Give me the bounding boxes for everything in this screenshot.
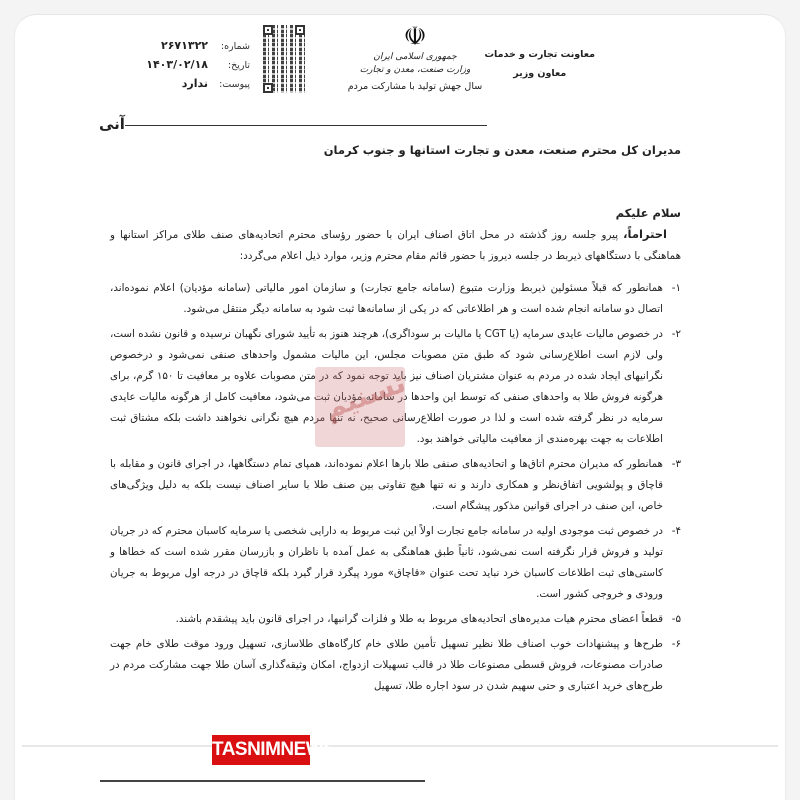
tasnimnews-logo: TASNIMNEWS bbox=[212, 735, 310, 765]
item-text: در خصوص مالیات عایدی سرمایه (یا CGT یا مالیات بر سوداگری)، هرچند هنوز به تأیید شورای نگهبان نرسیده و قانون نشده است، ولی لازم است اطلاع‌رسانی شود که طبق متن مصوبات مجلس، این مالیات مشمول واحدهای صنفی نمی‌شود و درخصوص نگرانیهای ایجاد شده در مردم به عنوان مشتریان اصناف نیز باید توجه نمود که در متن مصوبات علاوه بر معافیت تا ۱۵۰ گرم، برای هرگونه فروش طلا به واحدهای صنفی که توسط این واحدها در سامانه مؤدیان ثبت می‌شود، معافیت کامل از هرگونه مالیات عایدی سرمایه در نظر گرفته شده است و لذا در صورت اطلاع‌رسانی صحیح، نه تنها مردم هیچ نگرانی نخواهند داشت بلکه مشتاق ثبت اطلاعات به جهت بهره‌مندی از معافیت مالیاتی خواهند بود. bbox=[110, 328, 664, 445]
letter-number-row bbox=[100, 39, 250, 58]
tasnim-watermark-icon bbox=[315, 367, 405, 447]
item-number: ۲- bbox=[671, 328, 681, 340]
item-number: ۴- bbox=[671, 525, 681, 537]
emblem-slogan: سال جهش تولید با مشارکت مردم bbox=[347, 81, 483, 92]
urgency-divider bbox=[125, 125, 487, 126]
emblem-country: جمهوری اسلامی ایران bbox=[373, 52, 457, 62]
letter-date-value: ۱۴۰۳/۰۲/۱۸ bbox=[146, 58, 208, 71]
letter-attachment-row bbox=[100, 77, 250, 96]
department-block bbox=[485, 45, 596, 83]
list-item bbox=[110, 521, 681, 605]
footer-divider bbox=[22, 745, 778, 747]
department-name: معاونت تجارت و خدمات bbox=[484, 49, 595, 60]
letter-intro bbox=[110, 224, 681, 267]
ministry-emblem bbox=[345, 23, 485, 94]
item-number: ۱- bbox=[671, 282, 681, 294]
emblem-ministry: وزارت صنعت، معدن و تجارت bbox=[359, 65, 471, 75]
letterhead bbox=[15, 15, 785, 115]
list-item bbox=[110, 609, 681, 630]
qr-finder-icon bbox=[263, 83, 273, 93]
item-text: همانطور که مدیران محترم اتاق‌ها و اتحادیه‌های صنفی طلا بارها اعلام نموده‌اند، همپای تمام دستگاهها، در اجرای قانون و مقابله با قاچاق و پولشویی اتفاق‌نظر و همکاری دارند و نه تنها هیچ تفاوتی بین صنف طلا با سایر اصناف نیست بلکه به دلیل ویژگی‌های خاص، این صنف در اجرای قوانین مذکور پیشگام است. bbox=[110, 458, 663, 512]
item-text: همانطور که قبلاً مسئولین ذیربط وزارت متبوع (سامانه جامع تجارت) و سازمان امور مالیاتی (سامانه مؤدیان) اعلام نموده‌اند، اتصال دو سامانه انجام شده است و هر اطلاعاتی که در یکی از سامانه‌ها ثبت شود به سامانه دیگر منتقل می‌شود. bbox=[110, 282, 663, 315]
letter-number-label: شماره: bbox=[220, 41, 250, 52]
intro-lead: احتراماً، bbox=[623, 227, 667, 241]
list-item bbox=[110, 278, 681, 320]
list-item bbox=[110, 634, 681, 697]
iran-emblem-icon: ☫ bbox=[403, 22, 427, 52]
department-title: معاون وزیر bbox=[513, 68, 567, 79]
letter-meta bbox=[100, 39, 250, 96]
letter-addressee: مدیران کل محترم صنعت، معدن و تجارت استانها و جنوب کرمان bbox=[323, 143, 681, 157]
qr-finder-icon bbox=[295, 25, 305, 35]
urgency-label: آنی bbox=[99, 115, 125, 133]
qr-finder-icon bbox=[263, 25, 273, 35]
letter-date-row bbox=[100, 58, 250, 77]
letter-greeting: سلام علیکم bbox=[615, 206, 681, 220]
item-text: قطعاً اعضای محترم هیات مدیره‌های اتحادیه‌های مربوط به طلا و فلزات گرانبها، در اجرای قانون باید پیشقدم باشند. bbox=[175, 613, 663, 625]
item-number: ۳- bbox=[671, 458, 681, 470]
letter-page bbox=[14, 14, 786, 800]
item-number: ۵- bbox=[671, 613, 681, 625]
list-item bbox=[110, 454, 681, 517]
item-text: در خصوص ثبت موجودی اولیه در سامانه جامع تجارت اولاً این ثبت مربوط به دارایی شخصی یا سرمایه کاسبان محترم که در جریان تولید و فروش قرار نگرفته است نمی‌شود، ثانیاً طبق هماهنگی به عمل آمده با ناظران و بازرسان مقرر شده است که خطاها و کاستی‌های ثبت اطلاعات کاسبان خرد نباید تحت عنوان «قاچاق» مورد پیگرد قرار گیرد بلکه قاچاق در درجه اول مربوط به جریان ورودی و خروجی کشور است. bbox=[110, 525, 663, 600]
intro-body: پیرو جلسه روز گذشته در محل اتاق اصناف ایران با حضور رؤسای محترم اتحادیه‌های صنف طلای مراکز استانها و هماهنگی با دستگاههای ذیربط در جلسه دیروز با حضور قائم مقام محترم وزیر، موارد ذیل اعلام می‌گردد: bbox=[110, 229, 681, 262]
footer-rule bbox=[100, 780, 425, 782]
letter-number-value: ۲۶۷۱۳۲۲ bbox=[161, 39, 208, 52]
item-number: ۶- bbox=[671, 638, 681, 650]
qr-code-icon bbox=[263, 25, 305, 93]
letter-items bbox=[110, 278, 681, 697]
item-text: طرح‌ها و پیشنهادات خوب اصناف طلا نظیر تسهیل تأمین طلای خام کارگاه‌های طلاسازی، تسهیل ورود موقت طلای خام جهت صادرات مصنوعات، فروش قسطی مصنوعات طلا در قالب تسهیلات ازدواج، امکان وثیقه‌گذاری آسان طلا جهت مشارکت مردم در طرح‌های خرید اعتباری و حتی سهیم شدن در سود اجاره طلا، تسهیل bbox=[110, 638, 663, 692]
letter-attachment-label: پیوست: bbox=[219, 79, 250, 90]
letter-attachment-value: ندارد bbox=[181, 77, 208, 90]
letter-date-label: تاریخ: bbox=[227, 60, 250, 71]
